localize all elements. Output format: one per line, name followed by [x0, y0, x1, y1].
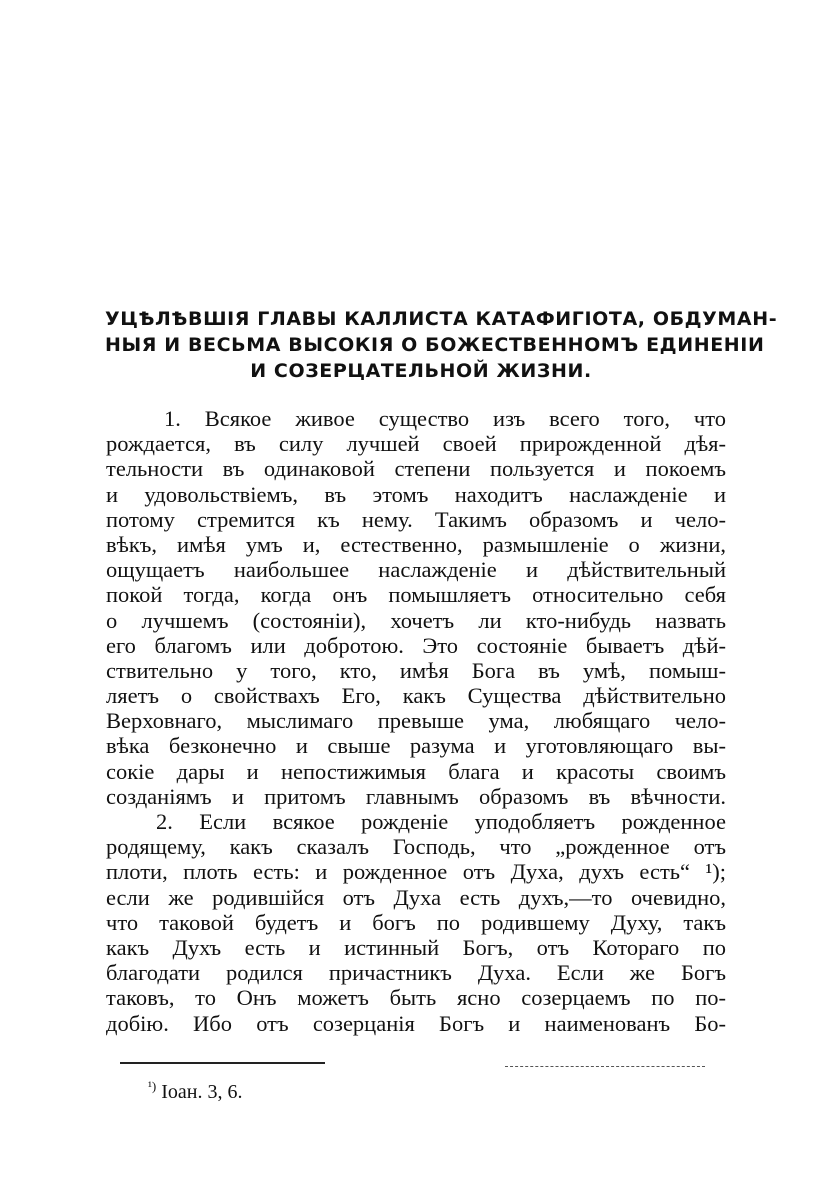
footnote-text: Іоан. 3, 6.: [161, 1081, 243, 1103]
footnote-mark: ¹): [148, 1078, 157, 1094]
decorative-rule: [505, 1066, 705, 1067]
text-line: вѣка безконечно и свыше разума и уготовляющаго вы-: [106, 733, 726, 759]
text-line: добію. Ибо отъ созерцанія Богъ и наименованъ Бо-: [106, 1010, 726, 1036]
footnote: [148, 1080, 242, 1104]
text-line: ощущаетъ наибольшее наслажденіе и дѣйствительный: [106, 557, 726, 583]
chapter-title: [105, 306, 778, 384]
text-line: созданіямъ и притомъ главнымъ образомъ въ вѣчности.: [106, 783, 726, 809]
text-line: тельности въ одинаковой степени пользуется и покоемъ: [106, 456, 726, 482]
text-line: ляетъ о свойствахъ Его, какъ Существа дѣйствительно: [106, 683, 726, 709]
text-line: о лучшемъ (состояніи), хочетъ ли кто-нибудь назвать: [106, 607, 726, 633]
text-line: его благомъ или добротою. Это состояніе бываетъ дѣй-: [106, 632, 726, 658]
text-line: таковъ, то Онъ можетъ быть ясно созерцаемъ по по-: [106, 985, 726, 1011]
text-line: Верховнаго, мыслимаго превыше ума, любящаго чело-: [106, 708, 726, 734]
footnote-divider: [120, 1062, 325, 1064]
text-line: если же родившійся отъ Духа есть духъ,—то очевидно,: [106, 884, 726, 910]
text-line: сокіе дары и непостижимыя блага и красоты своимъ: [106, 758, 726, 784]
text-line: рождается, въ силу лучшей своей прирожденной дѣя-: [106, 431, 726, 457]
text-line: ствительно у того, кто, имѣя Бога въ умѣ, помыш-: [106, 657, 726, 683]
text-line: какъ Духъ есть и истинный Богъ, отъ Котораго по: [106, 934, 726, 960]
title-line: УЦѢЛѢВШІЯ ГЛАВЫ КАЛЛИСТА КАТАФИГІОТА, ОБДУМАН-: [105, 308, 778, 330]
text-line: и удовольствіемъ, въ этомъ находитъ наслажденіе и: [106, 481, 726, 507]
text-line: потому стремится къ нему. Такимъ образомъ и чело-: [106, 506, 726, 532]
paragraph-2-first-line: 2. Если всякое рожденіе уподобляетъ рожденное: [156, 809, 726, 834]
text-line: родящему, какъ сказалъ Господь, что „рожденное отъ: [106, 834, 726, 860]
title-line: НЫЯ И ВЕСЬМА ВЫСОКІЯ О БОЖЕСТВЕННОМЪ ЕДИНЕНІИ: [105, 334, 765, 356]
body-text: [106, 406, 726, 1036]
text-line: что таковой будетъ и богъ по родившему Духу, такъ: [106, 909, 726, 935]
title-line: И СОЗЕРЦАТЕЛЬНОЙ ЖИЗНИ.: [250, 360, 592, 382]
text-line: вѣкъ, имѣя умъ и, естественно, размышленіе о жизни,: [106, 531, 726, 557]
paragraph-1-first-line: 1. Всякое живое существо изъ всего того, что: [164, 406, 726, 431]
text-line: плоти, плоть есть: и рожденное отъ Духа, духъ есть“ ¹);: [106, 859, 726, 885]
text-line: покой тогда, когда онъ помышляетъ относительно себя: [106, 582, 726, 608]
text-line: благодати родился причастникъ Духа. Если же Богъ: [106, 960, 726, 986]
